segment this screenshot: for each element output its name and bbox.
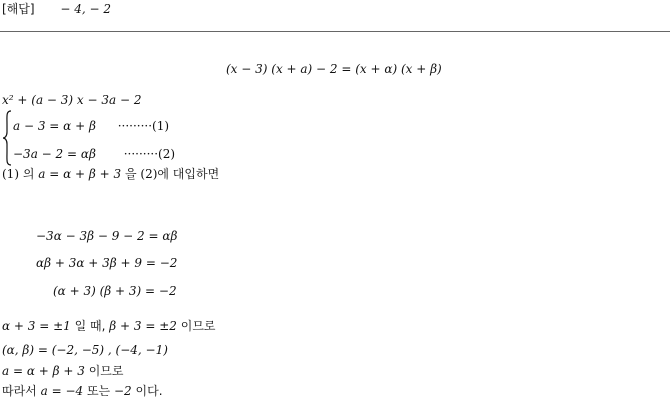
particle-eul: 을 [124, 167, 137, 181]
divider [0, 31, 670, 32]
a-expression: a = α + β + 3 [2, 364, 85, 378]
substitution-expression: a = α + β + 3 [38, 167, 122, 181]
identity-equation: (x − 3) (x + a) − 2 = (x + α) (x + β) [226, 62, 442, 76]
final-or: 또는 [86, 384, 111, 398]
final-suffix: 이다. [135, 384, 163, 398]
conclusion-line-4 [2, 384, 163, 398]
equation-2: −3a − 2 = αβ [13, 147, 96, 161]
derivation-step-2: αβ + 3α + 3β + 9 = −2 [36, 256, 178, 270]
system-equation-2 [13, 147, 175, 161]
case-alpha: α + 3 = ±1 [2, 319, 71, 333]
case-therefore: 이므로 [180, 319, 216, 333]
system-brace [2, 110, 12, 166]
case-beta: β + 3 = ±2 [109, 319, 177, 333]
substitution-line [2, 167, 219, 181]
ref-eq-2: (2) [140, 167, 158, 181]
derivation-step-3: (α + 3) (β + 3) = −2 [53, 284, 177, 298]
derivation-step-1: −3α − 3β − 9 − 2 = αβ [36, 229, 178, 243]
conclusion-line-3 [2, 364, 124, 378]
final-value-2: −2 [113, 384, 132, 398]
ref-eq-1: (1) [2, 167, 19, 181]
a-therefore: 이므로 [88, 364, 124, 378]
particle-ui: 의 [22, 167, 35, 181]
answer-line [2, 2, 111, 16]
case-connector: 일 때, [74, 319, 106, 333]
substitution-text: 에 대입하면 [157, 167, 220, 181]
system-equation-1 [13, 119, 169, 133]
final-prefix: 따라서 [2, 384, 37, 398]
expansion-expression: x² + (a − 3) x − 3a − 2 [2, 93, 142, 107]
answer-label: [해답] [2, 2, 35, 16]
answer-value: − 4, − 2 [60, 2, 112, 16]
equation-2-tag: ·········(2) [123, 147, 176, 161]
equation-1-tag: ·········(1) [117, 119, 170, 133]
conclusion-line-1 [2, 319, 216, 333]
equation-1: a − 3 = α + β [13, 119, 96, 133]
conclusion-line-2: (α, β) = (−2, −5) , (−4, −1) [2, 343, 168, 357]
final-value-1: a = −4 [40, 384, 84, 398]
